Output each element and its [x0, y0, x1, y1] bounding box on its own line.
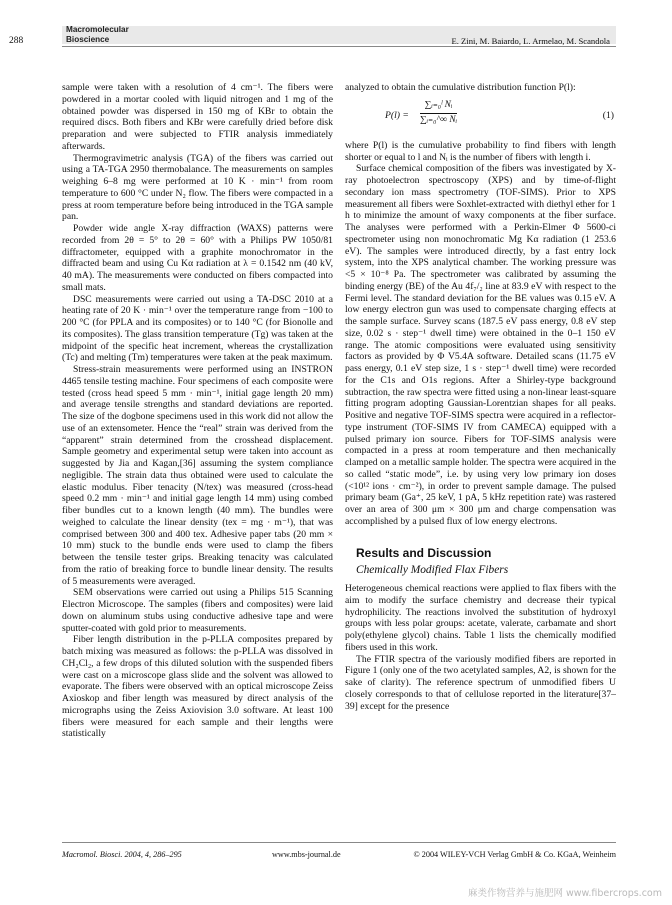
left-paragraph: Thermogravimetric analysis (TGA) of the fibers was carried out using a TA-TGA 2950 thermobalance. The measurements on samples weighing 6–8 mg were performed at 10 K · min⁻¹ from room temperature to 600 °C under N₂ flow. The fibers were compacted in a press at room temperature before being introduced in the TGA sample pan.: [62, 152, 333, 223]
running-authors: E. Zini, M. Baiardo, L. Armelao, M. Scandola: [451, 36, 610, 46]
left-paragraph: Powder wide angle X-ray diffraction (WAXS) patterns were recorded from 2θ = 5° to 2θ = 60° with a Philips PW 1050/81 diffractometer, equipped with a graphite monochromator in the diffracted beam and using Cu Kα radiation at λ = 0.1542 nm (40 kV, 40 mA). The measurements were conducted on fibers compacted into small mats.: [62, 223, 333, 293]
left-column: [62, 82, 333, 740]
equation-fraction: [420, 100, 457, 127]
paragraph-surface-analysis: Surface chemical composition of the fibers was investigated by X-ray photoelectron spectroscopy (XPS) and by time-of-flight secondary ion mass spectrometry (TOF-SIMS). Prior to XPS measurement all fibers were Soxhlet-extracted with diethyl ether for 1 h to minimize the amount of waxy components at the fiber surface. The analyses were performed with a Perkin-Elmer Φ 5600-ci spectrometer using non monochromatic Mg Kα radiation (1 253.6 eV). The samples were introduced directly, by a fast entry lock system, into the XPS analytical chamber. The working pressure was <5 × 10⁻⁸ Pa. The spectrometer was calibrated by assuming the binding energy (BE) of the Au 4f₇/₂ line at 83.9 eV with respect to the Fermi level. The standard deviation for the BE values was 0.15 eV. A low energy electron gun was used to compensate charging effects at the sample surface. Survey scans (187.5 eV pass energy, 0.8 eV step size, 0.02 s · step⁻¹ dwell time) were obtained in the 0–1 150 eV range. The atomic compositions were evaluated using sensitivity factors as provided by Φ V5.4A software. Detailed scans (11.75 eV pass energy, 0.1 eV step size, 1 s · step⁻¹ dwell time) were recorded for the C1s and O1s regions. After a Shirley-type background subtraction, the raw spectra were fitted using a non-linear least-square fitting program adopting Gaussian-Lorentzian shapes for all peaks. Positive and negative TOF-SIMS spectra were acquired in a reflector-type instrument (TOF-SIMS IV from CAMECA) equipped with a pulsed primary ion source. Fibers for TOF-SIMS analysis were compacted in a press at room temperature and then mechanically clamped on a metallic sample holder. The spectra were acquired in the so called “static mode”, i.e. by using very low primary ion doses (<10¹² ions · cm⁻²), in order to prevent sample damage. The pulsed primary beam (Ga⁺, 25 keV, 1 pA, 5 kHz repetition rate) was rastered over an area of 300 μm × 300 μm and charge compensation was accomplished by a pulsed flux of low energy electrons.: [345, 163, 616, 527]
left-paragraph: Stress-strain measurements were performed using an INSTRON 4465 tensile testing machine. Four specimens of each composite were tested (cross head speed 5 mm · min⁻¹, initial gage length 20 mm) and average tensile strengths and standard deviations are reported. The size of the dogbone specimens used in this work did not allow the use of an extensometer. Hence the “real” strain was derived from the “apparent” strain determined from the crosshead displacement. Sample geometry and experimental setup were taken into account as suggested by Jia and Kagan,[36] assuming the system compliance negligible. The strain data thus obtained were used to calculate the elastic modulus. Fiber tenacity (N/tex) was measured (cross-head speed 0.2 mm · min⁻¹ and initial gage length 14 mm) using combed fiber bundles cut to a known length (40 mm). The bundles were weighed to calculate the linear density (tex = mg · m⁻¹), that was comprised between 300 and 400 tex. Adhesive paper tabs (20 mm × 10 mm) stuck to the bundle ends were used to clamp the fibers between the tensile tester grips. Breaking tenacity was calculated from the ratio of breaking force to bundle linear density. The results of 5 measurements were averaged.: [62, 364, 333, 587]
equation-intro: analyzed to obtain the cumulative distribution function P(l):: [345, 82, 576, 93]
header-rule: [62, 46, 616, 47]
journal-name-line1: Macromolecular: [66, 25, 129, 34]
left-paragraph: DSC measurements were carried out using a TA-DSC 2010 at a heating rate of 20 K · min⁻¹ over the temperature range from −100 to 200 °C (for PPLA and its composites) or to 140 °C (for Bionolle and its composites). The glass transition temperature (Tg) was taken at the midpoint of the specific heat increment, whereas the crystallization (Tc) and melting (Tm) temperatures were taken at the peak maximum.: [62, 293, 333, 364]
footer-url[interactable]: www.mbs-journal.de: [272, 850, 341, 859]
journal-name: [66, 25, 129, 44]
footer-rule: [62, 842, 616, 843]
page-number: 288: [9, 36, 24, 46]
footer-publisher: © 2004 WILEY-VCH Verlag GmbH & Co. KGaA, Weinheim: [413, 850, 616, 859]
subsection-title: Chemically Modified Flax Fibers: [356, 564, 509, 577]
left-paragraph: SEM observations were carried out using a Philips 515 Scanning Electron Microscope. The samples (fibers and composites) were laid down on aluminum stubs using conductive adhesive tape and were sputter-coated with gold prior to measurements.: [62, 587, 333, 634]
right-column: [345, 82, 616, 712]
section-title: Results and Discussion: [356, 545, 492, 560]
equation-explanation: where P(l) is the cumulative probability to find fibers with length shorter or equal to l and Nᵢ is the number of fibers with length i.: [345, 139, 616, 163]
left-paragraph: sample were taken with a resolution of 4 cm⁻¹. The fibers were powdered in a mortar cooled with liquid nitrogen and 1 mg of the obtained powder was dispersed in 150 mg of KBr to obtain the required discs. Both fibers and KBr were carefully dried before disk preparation and were subjected to FTIR analysis immediately afterwards.: [62, 82, 333, 152]
equation-denominator: ∑ᵢ₌₀^∞ Nᵢ: [420, 114, 458, 125]
footer-citation: Macromol. Biosci. 2004, 4, 286–295: [62, 850, 182, 859]
paragraph-results-1: Heterogeneous chemical reactions were applied to flax fibers with the aim to modify the surface chemistry and decrease their typical hydrophilicity. The reactions involved the substitution of hydroxyl groups with less polar groups: acetate, valerate, carbamate and short poly(ethylene glycol) chains. Table 1 lists the chemically modified fibers used in this work.: [345, 583, 616, 653]
equation-1: [345, 98, 616, 134]
equation-number: (1): [602, 109, 614, 121]
watermark: 麻类作物营养与施肥网 www.fibercrops.com: [467, 888, 662, 899]
equation-lhs: P(l) =: [385, 109, 409, 121]
paragraph-results-2: The FTIR spectra of the variously modified fibers are reported in Figure 1 (only one of the two acetylated samples, A2, is shown for the sake of clarity). The reference spectrum of unmodified fibers U closely corresponds to that of cellulose reported in the literature[37–39] except for the presence: [345, 653, 616, 712]
journal-name-line2: Bioscience: [66, 34, 110, 44]
equation-numerator: ∑ᵢ₌₀ˡ Nᵢ: [420, 100, 457, 114]
left-paragraph: Fiber length distribution in the p-PLLA composites prepared by batch mixing was measured as follows: the p-PLLA was dissolved in CH₂Cl₂, a few drops of this diluted solution with the suspended fibers were cast on a microscope glass slide and the solvent was allowed to evaporate. The fibers were observed with an optical microscope Zeiss Axioskop and fiber length was measured by direct analysis of the micrographs using the Zeiss Axiovision 3.0 software. At least 100 fibers were measured for each sample and their lengths were statistically: [62, 634, 333, 740]
